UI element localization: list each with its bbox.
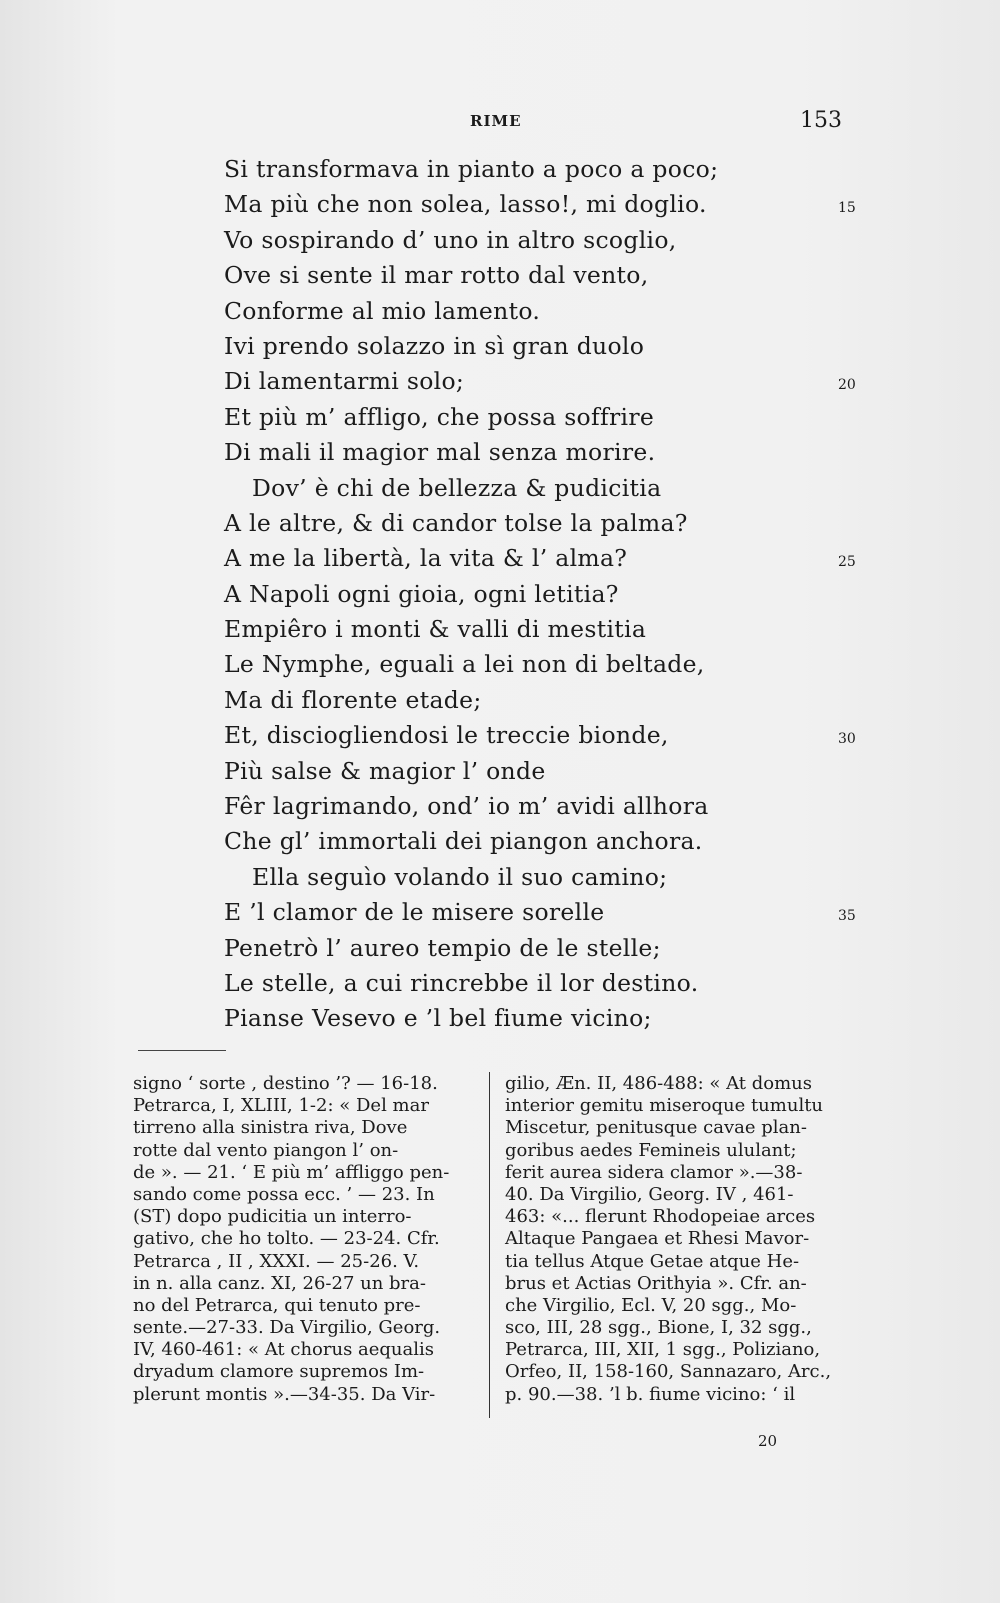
verse-line: Et più m’ affligo, che possa soffrire xyxy=(224,402,655,431)
verse-line: Si transformava in pianto a poco a poco; xyxy=(224,155,719,183)
note-line: in n. alla canz. XI, 26-27 un bra- xyxy=(133,1272,426,1294)
note-line: Altaque Pangaea et Rhesi Mavor- xyxy=(505,1228,810,1250)
note-line: che Virgilio, Ecl. V, 20 sgg., Mo- xyxy=(505,1294,797,1316)
verse-line: Et, disciogliendosi le treccie bionde, xyxy=(224,721,669,750)
verse-line: A Napoli ogni gioia, ogni letitia? xyxy=(224,579,619,608)
note-line: gativo, che ho tolto. — 23-24. Cfr. xyxy=(133,1228,440,1250)
note-line: brus et Actias Orithyia ». Cfr. an- xyxy=(505,1272,807,1294)
note-line: dryadum clamore supremos Im- xyxy=(133,1361,425,1383)
note-line: IV, 460-461: « At chorus aequalis xyxy=(133,1339,435,1361)
note-line: plerunt montis ».—34-35. Da Vir- xyxy=(133,1383,436,1405)
verse-line: Dov’ è chi de bellezza & pudicitia xyxy=(252,473,662,502)
verse-line: Conforme al mio lamento. xyxy=(224,296,541,325)
poem-verses xyxy=(224,152,784,1037)
verse-line: Le stelle, a cui rincrebbe il lor destino. xyxy=(224,968,699,997)
note-line: rotte dal vento piangon l’ on- xyxy=(133,1139,399,1161)
note-line: tia tellus Atque Getae atque He- xyxy=(505,1250,800,1272)
verse-line: Le Nymphe, eguali a lei non di beltade, xyxy=(224,650,705,679)
note-line: Petrarca , II , XXXI. — 25-26. V. xyxy=(133,1250,420,1272)
note-line: gilio, Æn. II, 486-488: « At domus xyxy=(505,1073,813,1094)
verse-line: Ma più che non solea, lasso!, mi doglio. xyxy=(224,190,707,219)
line-number: 15 xyxy=(838,200,856,216)
verse-line: Ella seguìo volando il suo camino; xyxy=(252,862,668,891)
verse-line: Ma di florente etade; xyxy=(224,685,482,714)
line-number: 30 xyxy=(838,731,856,747)
note-line: 463: «... flerunt Rhodopeiae arces xyxy=(505,1206,816,1228)
verse-line: Fêr lagrimando, ond’ io m’ avidi allhora xyxy=(224,792,709,821)
notes-left-column xyxy=(133,1073,478,1406)
verse-line: E ’l clamor de le misere sorelle xyxy=(224,898,605,927)
column-divider xyxy=(489,1072,490,1418)
note-line: 40. Da Virgilio, Georg. IV , 461- xyxy=(505,1183,794,1205)
verse-line: A le altre, & di candor tolse la palma? xyxy=(224,508,688,537)
note-line: signo ‘ sorte , destino ’? — 16-18. xyxy=(133,1073,438,1094)
note-line: Petrarca, I, XLIII, 1-2: « Del mar xyxy=(133,1095,429,1117)
note-line: Miscetur, penitusque cavae plan- xyxy=(505,1117,807,1139)
verse-line: Di mali il magior mal senza morire. xyxy=(224,438,656,467)
verse-line: Vo sospirando d’ uno in altro scoglio, xyxy=(224,225,677,254)
running-header: RIME xyxy=(470,112,522,130)
line-number: 25 xyxy=(838,554,856,570)
note-line: Orfeo, II, 158-160, Sannazaro, Arc., xyxy=(505,1361,832,1383)
note-line: tirreno alla sinistra riva, Dove xyxy=(133,1117,408,1139)
footnote-rule xyxy=(138,1050,226,1051)
signature-mark: 20 xyxy=(758,1432,778,1450)
page-number: 153 xyxy=(800,108,842,133)
note-line: sando come possa ecc. ’ — 23. In xyxy=(133,1183,435,1205)
verse-line: Che gl’ immortali dei piangon anchora. xyxy=(224,827,703,856)
verse-line: Empiêro i monti & valli di mestitia xyxy=(224,615,647,644)
verse-line: A me la libertà, la vita & l’ alma? xyxy=(224,544,628,573)
note-line: goribus aedes Femineis ululant; xyxy=(505,1139,797,1161)
note-line: sco, III, 28 sgg., Bione, I, 32 sgg., xyxy=(505,1317,812,1339)
verse-line: Penetrò l’ aureo tempio de le stelle; xyxy=(224,933,661,962)
line-number: 20 xyxy=(838,377,856,393)
note-line: Petrarca, III, XII, 1 sgg., Poliziano, xyxy=(505,1339,821,1361)
note-line: (ST) dopo pudicitia un interro- xyxy=(133,1206,412,1228)
note-line: p. 90.—38. ’l b. fiume vicino: ‘ il xyxy=(505,1383,796,1405)
note-line: ferit aurea sidera clamor ».—38- xyxy=(505,1161,803,1183)
verse-line: Di lamentarmi solo; xyxy=(224,367,465,396)
note-line: interior gemitu miseroque tumultu xyxy=(505,1095,824,1117)
note-line: sente.—27-33. Da Virgilio, Georg. xyxy=(133,1317,441,1339)
verse-line: Pianse Vesevo e ’l bel fiume vicino; xyxy=(224,1004,652,1033)
verse-line: Più salse & magior l’ onde xyxy=(224,756,546,785)
verse-line: Ivi prendo solazzo in sì gran duolo xyxy=(224,331,645,360)
note-line: de ». — 21. ‘ E più m’ affliggo pen- xyxy=(133,1161,450,1183)
verse-line: Ove si sente il mar rotto dal vento, xyxy=(224,261,649,290)
notes-right-column xyxy=(505,1073,865,1406)
note-line: no del Petrarca, qui tenuto pre- xyxy=(133,1294,421,1316)
line-number: 35 xyxy=(838,908,856,924)
